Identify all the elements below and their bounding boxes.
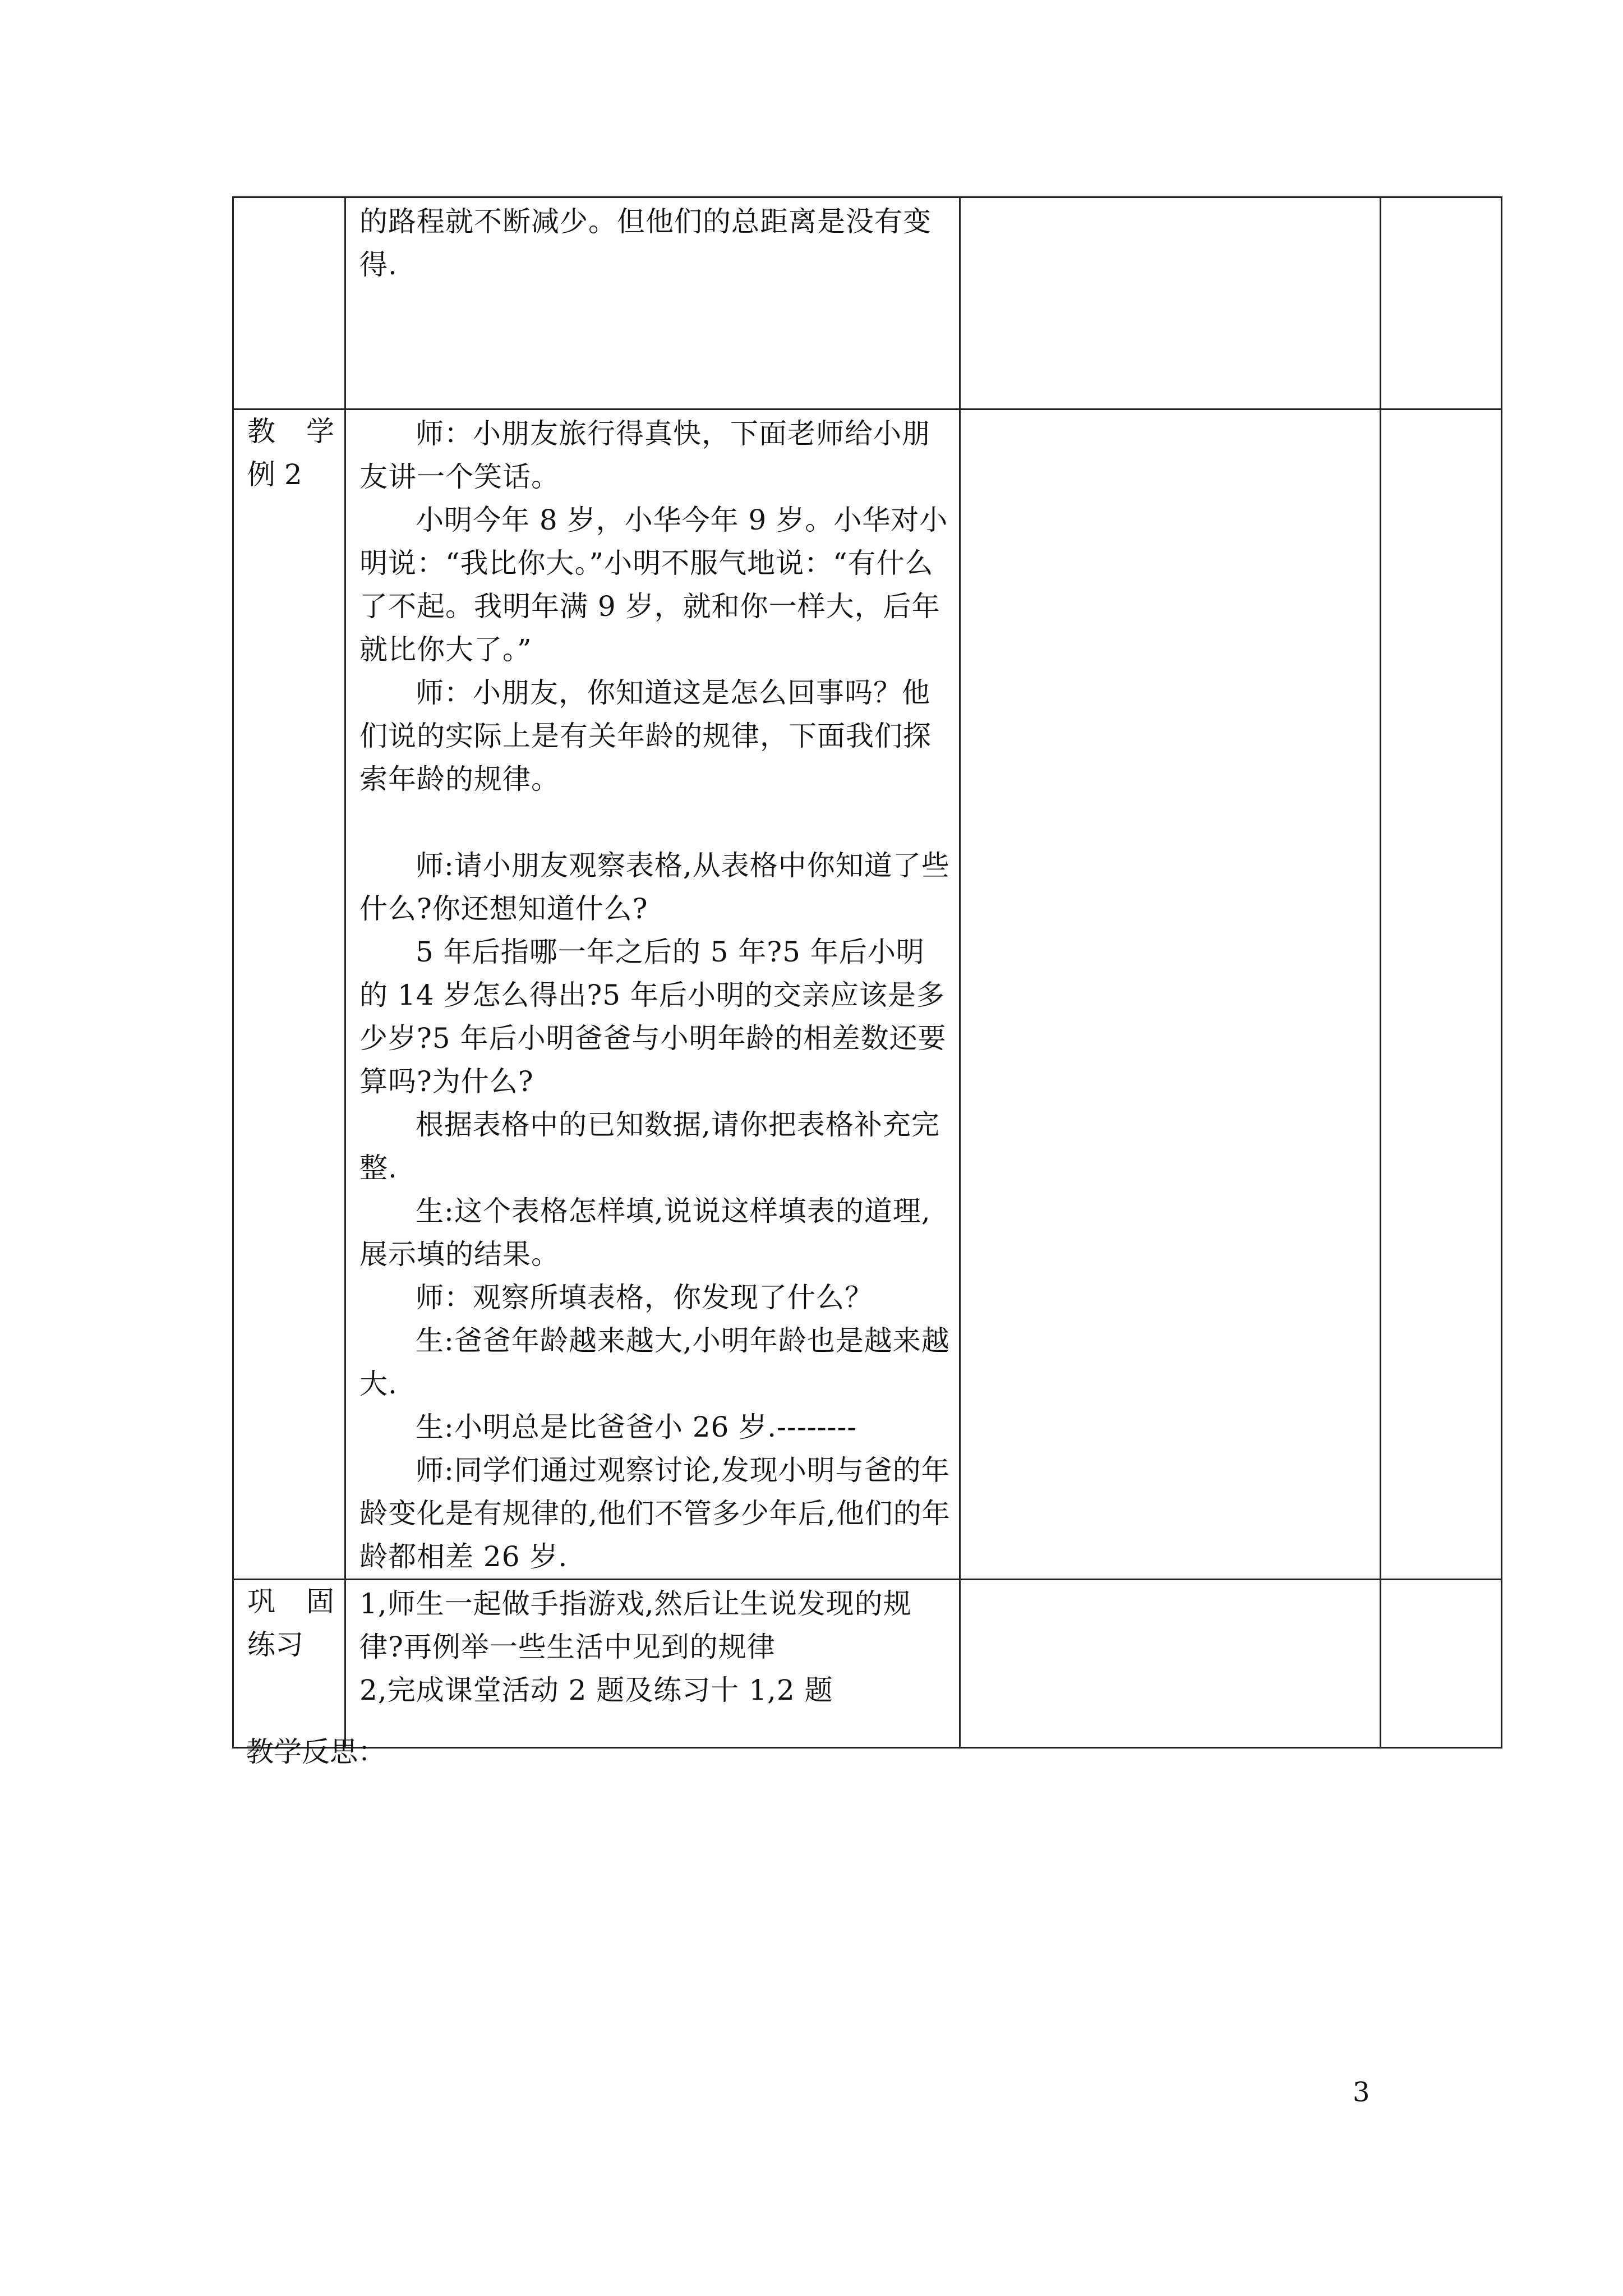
row-label: 例 2 (247, 458, 302, 491)
paragraph: 师:请小朋友观察表格,从表格中你知道了些什么?你还想知道什么? (359, 849, 950, 925)
lesson-plan-table (232, 196, 1502, 1749)
paragraph: 师：小朋友旅行得真快，下面老师给小朋友讲一个笑话。 (359, 417, 930, 493)
paragraph: 根据表格中的已知数据,请你把表格补充完整. (359, 1108, 940, 1184)
empty-cell (960, 197, 1381, 409)
page-number: 3 (1353, 2077, 1370, 2108)
content-cell (345, 1580, 960, 1748)
empty-cell (1381, 197, 1502, 409)
table-row (233, 1580, 1502, 1748)
empty-cell (1381, 1580, 1502, 1748)
empty-cell (960, 1580, 1381, 1748)
paragraph: 5 年后指哪一年之后的 5 年?5 年后小明的 14 岁怎么得出?5 年后小明的交亲应该是多少岁?5 年后小明爸爸与小明年龄的相差数还要算吗?为什么? (359, 936, 947, 1098)
row-label: 巩 固 (247, 1585, 334, 1618)
text-line: 得. (359, 249, 398, 281)
row-label-cell (233, 197, 345, 409)
row-label: 教 学 (247, 415, 334, 448)
text-line: 2,完成课堂活动 2 题及练习十 1,2 题 (359, 1674, 833, 1706)
reflection-label: 教学反思： (246, 1736, 386, 1768)
paragraph: 生:这个表格怎样填,说说这样填表的道理,展示填的结果。 (359, 1195, 931, 1271)
table-row (233, 197, 1502, 409)
row-label-cell (233, 409, 345, 1580)
content-cell (345, 197, 960, 409)
content-cell (345, 409, 960, 1580)
paragraph: 师:同学们通过观察讨论,发现小明与爸的年龄变化是有规律的,他们不管多少年后,他们的年龄都相差 26 岁. (359, 1454, 951, 1573)
paragraph: 生:小明总是比爸爸小 26 岁.-------- (416, 1411, 857, 1443)
paragraph: 师：观察所填表格，你发现了什么？ (416, 1281, 873, 1314)
empty-cell (960, 409, 1381, 1580)
paragraph: 小明今年 8 岁，小华今年 9 岁。小华对小明说：“我比你大。”小明不服气地说：“有什么了不起。我明年满 9 岁，就和你一样大，后年就比你大了。” (359, 504, 948, 666)
row-label-cell (233, 1580, 345, 1748)
table-row (233, 409, 1502, 1580)
paragraph: 生:爸爸年龄越来越大,小明年龄也是越来越大. (359, 1324, 950, 1400)
paragraph: 师：小朋友，你知道这是怎么回事吗？他们说的实际上是有关年龄的规律，下面我们探索年龄的规律。 (359, 677, 932, 795)
text-line: 1,师生一起做手指游戏,然后让生说发现的规律?再例举一些生活中见到的规律 (359, 1588, 912, 1663)
text-line: 的路程就不断减少。但他们的总距离是没有变 (359, 205, 932, 238)
empty-cell (1381, 409, 1502, 1580)
row-label: 练习 (247, 1628, 303, 1661)
